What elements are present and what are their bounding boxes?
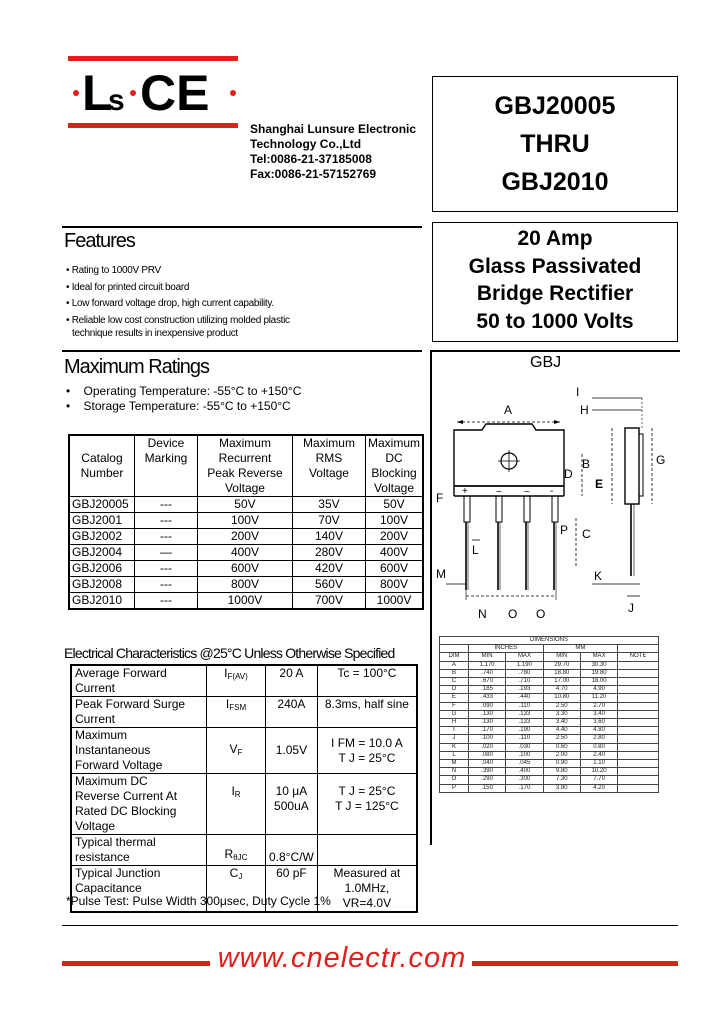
desc-line-2: Glass Passivated: [468, 254, 642, 278]
ratings-row: GBJ20005 --- 50V 35V 50V: [69, 497, 423, 513]
dim-cell: .045: [506, 760, 543, 768]
dim-cell: [618, 710, 659, 718]
ratings-row: GBJ2002 --- 200V 140V 200V: [69, 529, 423, 545]
col-catalog: Catalog Number: [69, 435, 134, 497]
dim-cell: 2.00: [543, 751, 580, 759]
dim-cell: 17.00: [543, 678, 580, 686]
dim-cell: 0.60: [543, 743, 580, 751]
svg-text:CE: CE: [140, 65, 210, 121]
dim-label-e: E: [595, 477, 604, 491]
ratings-table: [68, 434, 424, 610]
package-name: GBJ: [530, 354, 562, 371]
dim-row: [440, 743, 659, 751]
dim-row: [440, 686, 659, 694]
dim-cell: .170: [506, 784, 543, 792]
feature-item: • Rating to 1000V PRV: [66, 265, 161, 276]
dim-cell: 4.80: [580, 727, 617, 735]
company-fax: Fax:0086-21-57152769: [250, 167, 377, 181]
elec-row: Maximum DC Reverse Current At Rated DC Blocking Voltage $I_R$ 10 μA 500uA T J = 25°C T J = 125°C: [71, 774, 417, 835]
company-name-1: Shanghai Lunsure Electronic: [250, 122, 417, 136]
dim-cell: 3.40: [543, 719, 580, 727]
dim-cell: N: [440, 768, 469, 776]
dim-cell: 10.80: [543, 694, 580, 702]
dim-cell: .193: [506, 686, 543, 694]
footer-left-bar: [62, 961, 210, 966]
dim-label-a: A: [504, 403, 513, 417]
elec-row: Average Forward Current $I_{F(AV)}$ 20 A Tc = 100°C: [71, 665, 417, 697]
ratings-row: GBJ2006 --- 600V 420V 600V: [69, 561, 423, 577]
dim-group-row: INCHES MM: [440, 645, 659, 653]
elec-row: Maximum Instantaneous Forward Voltage $V_F$ 1.05V I FM = 10.0 A T J = 25°C: [71, 728, 417, 774]
dim-cell: .290: [468, 776, 505, 784]
feature-item: technique results in inexpensive product: [72, 328, 238, 339]
dim-row: [440, 768, 659, 776]
dim-cell: .780: [506, 669, 543, 677]
dim-row: [440, 719, 659, 727]
dim-cell: .040: [468, 760, 505, 768]
dim-cell: 29.70: [543, 661, 580, 669]
electrical-table: [70, 664, 418, 913]
dim-label-p: P: [560, 523, 569, 537]
dim-cell: G: [440, 710, 469, 718]
dim-cell: .433: [468, 694, 505, 702]
dim-label-c: C: [582, 527, 591, 541]
part-line-1: GBJ20005: [494, 92, 616, 120]
dim-cell: .030: [506, 743, 543, 751]
col-peak-reverse: Maximum Recurrent Peak Reverse Voltage: [197, 435, 292, 497]
svg-text:s: s: [108, 84, 125, 117]
footer-rule: [62, 925, 678, 926]
dim-cell: [618, 784, 659, 792]
dim-cell: 3.80: [543, 784, 580, 792]
dim-cell: I: [440, 727, 469, 735]
part-line-2: THRU: [520, 130, 590, 158]
dim-cell: 0.80: [580, 743, 617, 751]
dim-cell: J: [440, 735, 469, 743]
dim-cell: .133: [506, 710, 543, 718]
logo-top-bar: [68, 56, 238, 61]
dim-cell: .020: [468, 743, 505, 751]
dim-cell: .440: [506, 694, 543, 702]
dim-label-j: J: [628, 601, 634, 615]
part-number-box: [432, 76, 678, 212]
dim-cell: M: [440, 760, 469, 768]
dim-cell: 9.80: [543, 768, 580, 776]
dim-cell: 7.30: [543, 776, 580, 784]
dim-title-row: [440, 637, 659, 645]
dim-cell: .170: [468, 727, 505, 735]
dim-row: [440, 760, 659, 768]
dim-cell: 11.20: [580, 694, 617, 702]
dim-cell: P: [440, 784, 469, 792]
dim-cell: [618, 735, 659, 743]
dim-cell: [618, 719, 659, 727]
elec-row: Peak Forward Surge Current $I_{FSM}$ 240A 8.3ms, half sine: [71, 697, 417, 728]
dim-cell: 18.80: [543, 669, 580, 677]
col-dc-blocking: Maximum DC Blocking Voltage: [365, 435, 423, 497]
ratings-header-row: [69, 435, 423, 497]
dim-cell: .400: [506, 768, 543, 776]
elec-row: Typical Junction Capacitance $C_J$ 60 pF Measured at 1.0MHz, VR=4.0V: [71, 866, 417, 913]
dim-cell: .190: [506, 727, 543, 735]
dim-label-m: M: [436, 567, 446, 581]
dim-cell: .390: [468, 768, 505, 776]
dim-cell: [618, 661, 659, 669]
dim-cell: 2.50: [543, 702, 580, 710]
dim-header-row: DIM MIN MAX MIN MAX NOTE: [440, 653, 659, 661]
dim-cell: [618, 760, 659, 768]
dim-label-o2: O: [536, 607, 546, 621]
description-box: [432, 222, 678, 342]
ratings-row: GBJ2001 --- 100V 70V 100V: [69, 513, 423, 529]
dim-cell: .110: [506, 702, 543, 710]
dim-cell: D: [440, 686, 469, 694]
svg-text:+: +: [462, 486, 468, 497]
dim-cell: 2.70: [580, 702, 617, 710]
ratings-title: Maximum Ratings: [64, 356, 210, 378]
col-rms: Maximum RMS Voltage: [292, 435, 365, 497]
dim-cell: .670: [468, 678, 505, 686]
dim-cell: 19.80: [580, 669, 617, 677]
dim-cell: .740: [468, 669, 505, 677]
dim-label-n: N: [478, 607, 487, 621]
dim-cell: 2.50: [543, 735, 580, 743]
dim-label-b: B: [582, 457, 591, 471]
dim-cell: 4.70: [543, 686, 580, 694]
features-title: Features: [64, 230, 135, 252]
dim-label-i: I: [576, 385, 580, 399]
company-info: [250, 122, 416, 182]
dim-cell: [618, 768, 659, 776]
rating-bullet: • Storage Temperature: -55°C to +150°C: [66, 399, 291, 413]
dim-label-g: G: [656, 453, 666, 467]
dim-label-f: F: [436, 491, 444, 505]
dim-cell: .130: [468, 719, 505, 727]
dim-cell: .110: [506, 735, 543, 743]
svg-text:-: -: [550, 486, 554, 497]
ratings-rule: [62, 350, 422, 352]
dim-cell: .710: [506, 678, 543, 686]
dim-row: [440, 694, 659, 702]
desc-line-4: 50 to 1000 Volts: [476, 309, 634, 333]
logo-bottom-bar: [68, 123, 238, 128]
ratings-row: GBJ2010 --- 1000V 700V 1000V: [69, 593, 423, 610]
dim-cell: 30.30: [580, 661, 617, 669]
footnote: *Pulse Test: Pulse Width 300μsec, Duty Cycle 1%: [66, 894, 331, 908]
dim-cell: .133: [506, 719, 543, 727]
dim-cell: .130: [468, 710, 505, 718]
package-drawing: [432, 378, 680, 628]
dim-cell: [618, 743, 659, 751]
dim-cell: .150: [468, 784, 505, 792]
elec-row: Typical thermal resistance $R_{\theta JC}$ 0.8°C/W: [71, 835, 417, 866]
dim-cell: 1.190: [506, 661, 543, 669]
dim-cell: H: [440, 719, 469, 727]
dim-cell: 7.70: [580, 776, 617, 784]
dim-cell: [618, 776, 659, 784]
svg-text:~: ~: [524, 487, 530, 498]
electrical-title: Electrical Characteristics @25°C Unless Otherwise Specified: [64, 645, 395, 661]
dim-cell: 3.60: [580, 719, 617, 727]
dim-cell: [618, 751, 659, 759]
logo: [70, 64, 240, 122]
features-list: [66, 263, 290, 343]
dim-cell: 2.40: [580, 751, 617, 759]
ratings-bullets: [66, 384, 301, 414]
dim-cell: A: [440, 661, 469, 669]
dim-cell: .100: [468, 735, 505, 743]
dim-row: [440, 661, 659, 669]
ratings-row: GBJ2004 — 400V 280V 400V: [69, 545, 423, 561]
ratings-row: GBJ2008 --- 800V 560V 800V: [69, 577, 423, 593]
dim-cell: [618, 694, 659, 702]
dim-cell: 4.40: [543, 727, 580, 735]
dim-cell: .100: [506, 751, 543, 759]
dim-cell: [618, 702, 659, 710]
dim-label-k: K: [594, 569, 603, 583]
dim-cell: [618, 678, 659, 686]
dim-row: [440, 702, 659, 710]
dim-title: DIMENSIONS: [440, 637, 659, 645]
dim-cell: 2.80: [580, 735, 617, 743]
svg-text:~: ~: [496, 487, 502, 498]
dim-cell: 18.00: [580, 678, 617, 686]
desc-line-3: Bridge Rectifier: [476, 282, 634, 305]
dim-cell: C: [440, 678, 469, 686]
dim-cell: L: [440, 751, 469, 759]
dim-label-l: L: [472, 543, 479, 557]
dim-cell: F: [440, 702, 469, 710]
col-marking: Device Marking: [134, 435, 197, 497]
dim-row: [440, 751, 659, 759]
dim-label-d: D: [564, 467, 573, 481]
package-top-rule: [430, 350, 680, 352]
dim-row: [440, 727, 659, 735]
part-line-3: GBJ2010: [501, 168, 609, 196]
dim-cell: [618, 686, 659, 694]
dim-cell: 10.20: [580, 768, 617, 776]
dim-label-h: H: [580, 403, 589, 417]
dim-cell: [618, 669, 659, 677]
dim-cell: 1.170: [468, 661, 505, 669]
dim-cell: .185: [468, 686, 505, 694]
company-name-2: Technology Co.,Ltd: [250, 137, 362, 151]
dim-cell: 4.90: [580, 686, 617, 694]
feature-item: • Low forward voltage drop, high current capability.: [66, 298, 274, 309]
dim-row: [440, 710, 659, 718]
dim-row: [440, 678, 659, 686]
dim-row: [440, 735, 659, 743]
website-link[interactable]: www.cnelectr.com: [217, 942, 467, 974]
rating-bullet: • Operating Temperature: -55°C to +150°C: [66, 384, 302, 398]
dim-row: [440, 776, 659, 784]
dim-cell: .080: [468, 751, 505, 759]
svg-text:L: L: [82, 65, 113, 121]
features-rule: [62, 226, 422, 228]
dim-cell: E: [440, 694, 469, 702]
dim-cell: 4.20: [580, 784, 617, 792]
dim-cell: 1.10: [580, 760, 617, 768]
dim-row: [440, 784, 659, 792]
dim-cell: .090: [468, 702, 505, 710]
dim-cell: O: [440, 776, 469, 784]
dim-cell: 3.30: [543, 710, 580, 718]
dim-row: [440, 669, 659, 677]
dim-cell: 3.40: [580, 710, 617, 718]
company-tel: Tel:0086-21-37185008: [250, 152, 372, 166]
dim-cell: [618, 727, 659, 735]
footer-right-bar: [472, 961, 678, 966]
dim-label-o1: O: [508, 607, 518, 621]
dim-cell: 0.90: [543, 760, 580, 768]
feature-item: • Reliable low cost construction utilizing molded plastic: [66, 314, 290, 326]
feature-item: • Ideal for printed circuit board: [66, 281, 190, 293]
dim-cell: B: [440, 669, 469, 677]
dim-cell: K: [440, 743, 469, 751]
dimensions-table: [439, 636, 659, 793]
desc-line-1: 20 Amp: [517, 227, 593, 250]
dim-cell: .300: [506, 776, 543, 784]
